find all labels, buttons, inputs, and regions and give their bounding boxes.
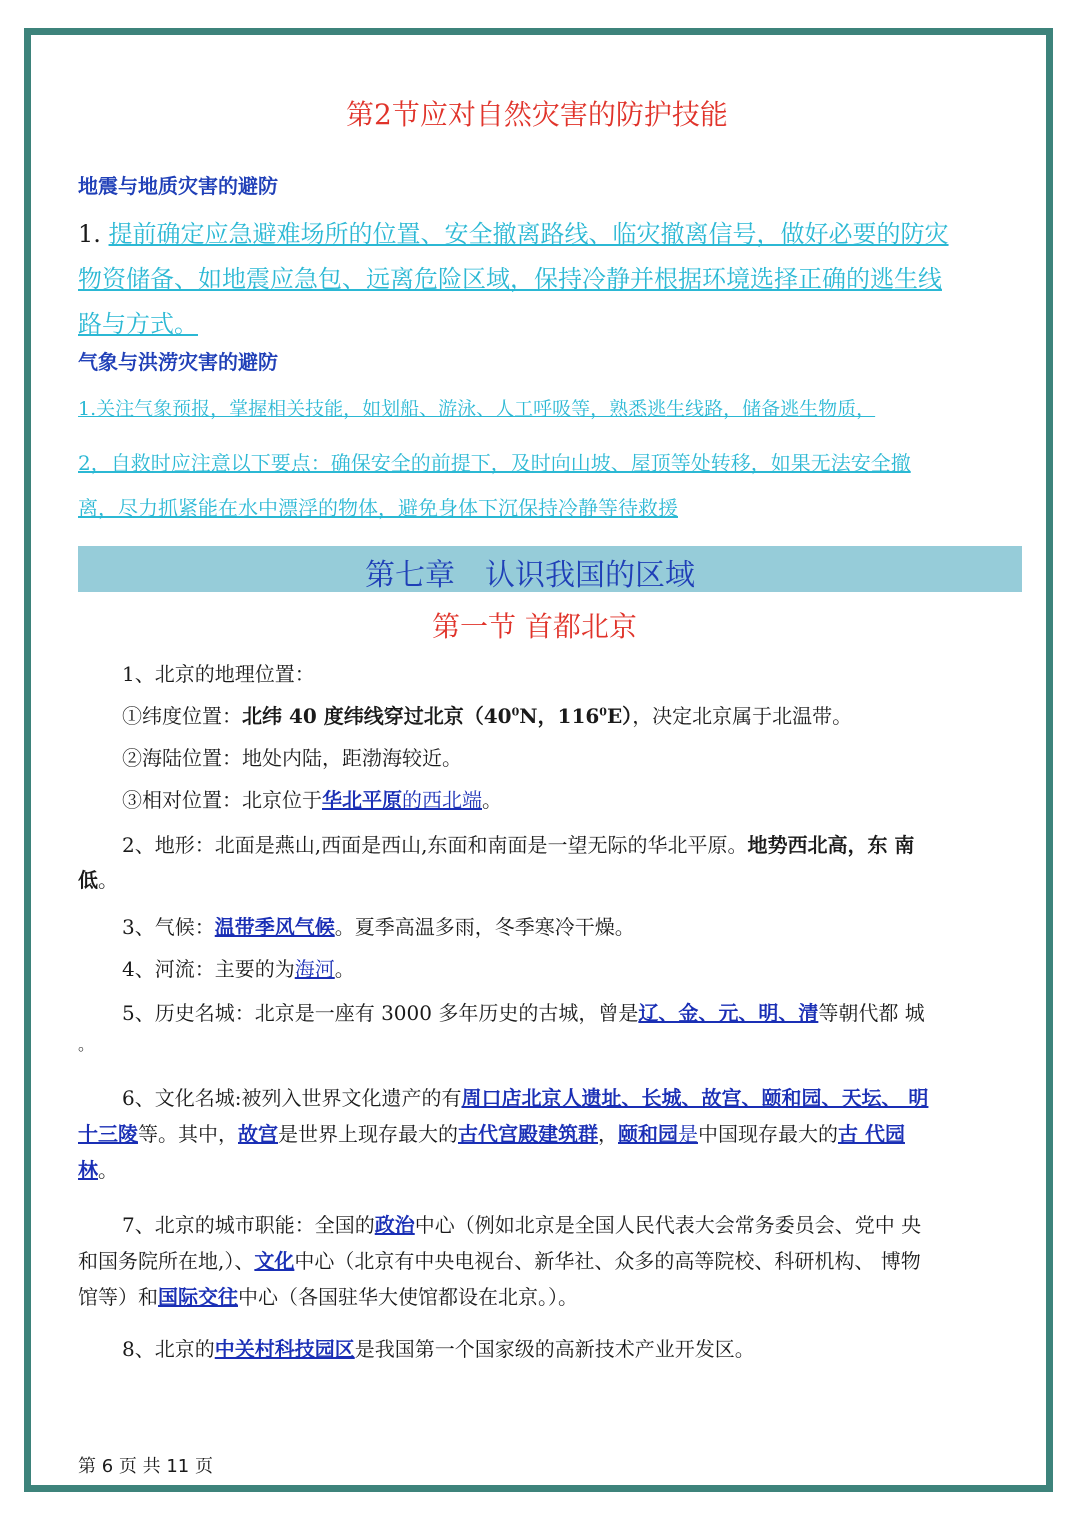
culture-pre: 6、文化名城:被列入世界文化遗产的有	[122, 1086, 462, 1110]
climate-line	[122, 911, 635, 940]
function-line2-post: 中心（北京有中央电视台、新华社、众多的高等院校、科研机构、 博物	[294, 1249, 921, 1273]
climate-pre: 3、气候：	[122, 915, 215, 939]
terrain-text: 2、地形：北面是燕山,西面是西山,东面和南面是一望无际的华北平原。	[122, 833, 748, 857]
forbidden-city-link[interactable]: 故宫	[238, 1122, 278, 1146]
river-line	[122, 953, 355, 982]
culture-end: 。	[98, 1158, 118, 1182]
disaster-section-title: 第2节应对自然灾害的防护技能	[346, 98, 728, 131]
function-mid-1: 中心（例如北京是全国人民代表大会常务委员会、党中 央	[414, 1213, 922, 1237]
earthquake-text-1[interactable]: 提前确定应急避难场所的位置、安全撤离路线、临灾撤离信号，做好必要的防灾	[108, 220, 949, 248]
relative-position-line	[122, 784, 502, 813]
earthquake-text-3[interactable]: 路与方式。	[78, 310, 198, 338]
culture-mid-2: 是世界上现存最大的	[278, 1122, 458, 1146]
ancient-garden-link[interactable]: 古 代园	[838, 1122, 905, 1146]
latitude-bold-3: E）	[606, 704, 633, 728]
ming-tombs-link[interactable]: 十三陵	[78, 1122, 138, 1146]
summer-palace-link[interactable]: 颐和园	[618, 1122, 678, 1146]
climate-link[interactable]: 温带季风气候	[214, 915, 335, 939]
terrain-line-2	[78, 864, 118, 893]
history-pre: 5、历史名城：北京是一座有 3000 多年历史的古城，曾是	[122, 1001, 639, 1025]
sea-land-line: ②海陆位置：地处内陆，距渤海较近。	[122, 746, 462, 770]
culture-mid-4: 中国现存最大的	[698, 1122, 838, 1146]
latitude-bold-1: 北纬 40 度纬线穿过北京（40	[242, 704, 512, 728]
northwest-end-link[interactable]: 的西北端	[402, 788, 482, 812]
dynasties-link[interactable]: 辽、金、元、明、清	[638, 1001, 819, 1025]
function-line-1	[122, 1209, 921, 1238]
terrain-bold: 地势西北高，东 南	[747, 833, 915, 857]
section-title-beijing: 第一节 首都北京	[432, 610, 637, 643]
history-end: 。	[78, 1035, 95, 1054]
chapter-title: 第七章 认识我国的区域	[365, 558, 695, 593]
culture-center-link[interactable]: 文化	[254, 1249, 295, 1273]
palace-complex-link[interactable]: 古代宫殿建筑群	[458, 1122, 598, 1146]
earthquake-heading: 地震与地质灾害的避防	[78, 174, 278, 198]
international-link[interactable]: 国际交往	[158, 1285, 238, 1309]
terrain-bold-2: 低	[78, 868, 98, 892]
earthquake-text-2[interactable]: 物资储备、如地震应急包、远离危险区域，保持冷静并根据环境选择正确的逃生线	[78, 265, 942, 293]
latitude-label: ①纬度位置：	[122, 704, 242, 728]
latitude-bold-2: N，116	[519, 704, 600, 728]
latitude-line	[122, 700, 852, 729]
relative-pre: ③相对位置：北京位于	[122, 788, 322, 812]
weather-item-2-line-1[interactable]: 2，自救时应注意以下要点：确保安全的前提下，及时向山坡、屋顶等处转移，如果无法安全撤	[78, 451, 911, 475]
zhongguancun-line	[122, 1333, 755, 1362]
terrain-end: 。	[98, 868, 118, 892]
latitude-rest: ，决定北京属于北温带。	[632, 704, 853, 728]
ancient-garden-link-b[interactable]: 林	[78, 1158, 98, 1182]
terrain-line-1	[122, 829, 914, 858]
function-line-3	[78, 1281, 578, 1310]
weather-heading: 气象与洪涝灾害的避防	[78, 350, 278, 374]
climate-post: 。夏季高温多雨，冬季寒冷干燥。	[334, 915, 635, 939]
river-post: 。	[334, 957, 355, 981]
weather-item-2-line-2[interactable]: 离，尽力抓紧能在水中漂浮的物体，避免身体下沉保持冷静等待救援	[78, 496, 678, 520]
relative-post: 。	[482, 788, 502, 812]
zgc-post: 是我国第一个国家级的高新技术产业开发区。	[354, 1337, 755, 1361]
function-line-2	[78, 1245, 921, 1274]
history-line	[122, 997, 925, 1026]
culture-line-2	[78, 1118, 905, 1147]
degree-sup-2: 0	[599, 705, 607, 719]
degree-sup-1: 0	[511, 705, 520, 719]
history-post: 等朝代都 城	[818, 1001, 925, 1025]
zgc-pre: 8、北京的	[122, 1337, 215, 1361]
earthquake-line-1	[78, 214, 949, 249]
earthquake-number: 1.	[78, 220, 101, 248]
haihe-link[interactable]: 海河	[294, 957, 335, 981]
page-number: 第 6 页 共 11 页	[78, 1456, 213, 1477]
weather-item-1[interactable]: 1.关注气象预报，掌握相关技能，如划船、游泳、人工呼吸等，熟悉逃生线路，储备逃生物质，	[78, 398, 876, 420]
zhongguancun-link[interactable]: 中关村科技园区	[214, 1337, 355, 1361]
function-pre: 7、北京的城市职能：全国的	[122, 1213, 375, 1237]
politics-link[interactable]: 政治	[374, 1213, 415, 1237]
north-china-plain-link[interactable]: 华北平原	[322, 788, 402, 812]
location-heading: 1、北京的地理位置：	[122, 662, 315, 686]
culture-line-3	[78, 1154, 118, 1183]
heritage-sites-link[interactable]: 周口店北京人遗址、长城、故宫、颐和园、天坛、 明	[461, 1086, 929, 1110]
river-pre: 4、河流：主要的为	[122, 957, 295, 981]
function-line3-pre: 馆等）和	[78, 1285, 158, 1309]
culture-line-1	[122, 1082, 928, 1111]
culture-mid-3: ，	[598, 1122, 618, 1146]
culture-mid-1: 等。其中，	[138, 1122, 238, 1146]
summer-palace-link-b[interactable]: 是	[678, 1122, 698, 1146]
function-line2-pre: 和国务院所在地,）、	[78, 1249, 255, 1273]
function-line3-post: 中心（各国驻华大使馆都设在北京。）。	[238, 1285, 578, 1309]
